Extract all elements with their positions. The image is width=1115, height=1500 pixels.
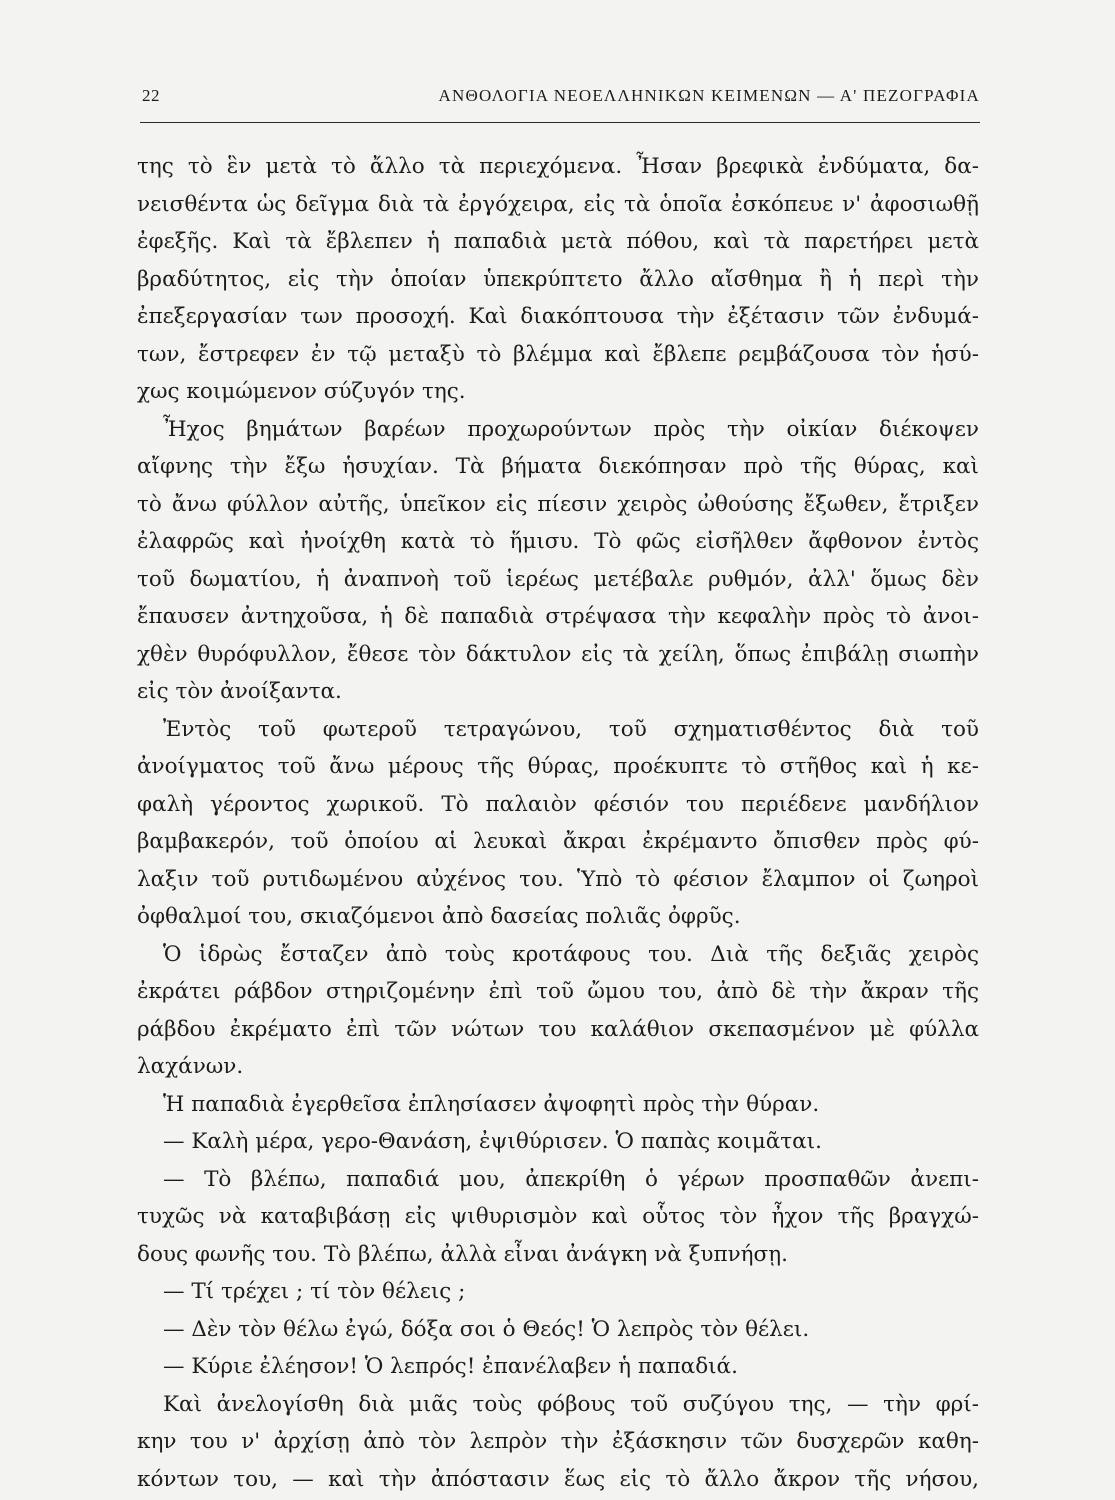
text-line: ἔπαυσεν ἀντηχοῦσα, ἡ δὲ παπαδιὰ στρέψασα τὴν κεφαλὴν πρὸς τὸ ἀνοι- — [137, 604, 979, 629]
text-line: εἰς τὸν ἀνοίξαντα. — [137, 679, 342, 704]
text-line: ἀνοίγματος τοῦ ἄνω μέρους τῆς θύρας, προέκυπτε τὸ στῆθος καὶ ἡ κε- — [137, 754, 979, 779]
text-line: βαμβακερόν, τοῦ ὁποίου αἱ λευκαὶ ἄκραι ἐκρέμαντο ὄπισθεν πρὸς φύ- — [137, 829, 979, 854]
text-line: ἐλαφρῶς καὶ ἠνοίχθη κατὰ τὸ ἥμισυ. Τὸ φῶς εἰσῆλθεν ἄφθονον ἐντὸς — [137, 529, 979, 554]
page-header — [140, 86, 980, 116]
text-line: τοῦ δωματίου, ἡ ἀναπνοὴ τοῦ ἱερέως μετέβαλε ρυθμόν, ἀλλ' ὅμως δὲν — [137, 566, 979, 592]
header-rule — [140, 122, 980, 123]
text-line: κόντων του, — καὶ τὴν ἀπόστασιν ἕως εἰς τὸ ἄλλο ἄκρον τῆς νήσου, — [137, 1466, 979, 1492]
text-line: λαξιν τοῦ ρυτιδωμένου αὐχένος του. Ὑπὸ τὸ φέσιον ἔλαμπον οἱ ζωηροὶ — [137, 866, 979, 892]
text-line: — Τί τρέχει ; τί τὸν θέλεις ; — [163, 1279, 466, 1304]
text-line: ὀφθαλμοί του, σκιαζόμενοι ἀπὸ δασείας πολιᾶς ὀφρῦς. — [137, 904, 741, 929]
text-line: της τὸ ἓν μετὰ τὸ ἄλλο τὰ περιεχόμενα. Ἦσαν βρεφικὰ ἐνδύματα, δα- — [137, 154, 979, 179]
text-line: νεισθέντα ὡς δεῖγμα διὰ τὰ ἐργόχειρα, εἰς τὰ ὁποῖα ἐσκόπευε ν' ἀφοσιωθῇ — [137, 191, 979, 217]
text-line: αἴφνης τὴν ἔξω ἡσυχίαν. Τὰ βήματα διεκόπησαν πρὸ τῆς θύρας, καὶ — [137, 454, 979, 479]
text-line: Καὶ ἀνελογίσθη διὰ μιᾶς τοὺς φόβους τοῦ συζύγου της, — τὴν φρί- — [163, 1391, 979, 1417]
text-line: των, ἔστρεφεν ἐν τῷ μεταξὺ τὸ βλέμμα καὶ ἔβλεπε ρεμβάζουσα τὸν ἡσύ- — [137, 341, 979, 367]
text-line: κην του ν' ἀρχίσῃ ἀπὸ τὸν λεπρὸν τὴν ἐξάσκησιν τῶν δυσχερῶν καθη- — [137, 1429, 979, 1454]
text-line: ἐπεξεργασίαν των προσοχή. Καὶ διακόπτουσα τὴν ἐξέτασιν τῶν ἐνδυμά- — [137, 304, 979, 329]
text-line: — Δὲν τὸν θέλω ἐγώ, δόξα σοι ὁ Θεός! Ὁ λεπρὸς τὸν θέλει. — [163, 1316, 810, 1342]
text-line: χως κοιμώμενον σύζυγόν της. — [137, 379, 466, 404]
running-title: ΑΝΘΟΛΟΓΙΑ ΝΕΟΕΛΛΗΝΙΚΩΝ ΚΕΙΜΕΝΩΝ — Α' ΠΕΖΟΓΡΑΦΙΑ — [438, 86, 980, 105]
text-line: ἐφεξῆς. Καὶ τὰ ἔβλεπεν ἡ παπαδιὰ μετὰ πόθου, καὶ τὰ παρετήρει μετὰ — [137, 229, 979, 254]
text-line: χθὲν θυρόφυλλον, ἔθεσε τὸν δάκτυλον εἰς τὰ χείλη, ὅπως ἐπιβάλῃ σιωπὴν — [137, 641, 979, 667]
text-line: — Καλὴ μέρα, γερο-Θανάση, ἐψιθύρισεν. Ὁ παπὰς κοιμᾶται. — [163, 1129, 822, 1154]
text-line: — Τὸ βλέπω, παπαδιά μου, ἀπεκρίθη ὁ γέρων προσπαθῶν ἀνεπι- — [163, 1166, 979, 1192]
text-line: τὸ ἄνω φύλλον αὐτῆς, ὑπεῖκον εἰς πίεσιν χειρὸς ὠθούσης ἔξωθεν, ἔτριξεν — [137, 491, 979, 517]
text-line: Ὁ ἱδρὼς ἔσταζεν ἀπὸ τοὺς κροτάφους του. Διὰ τῆς δεξιᾶς χειρὸς — [163, 941, 979, 967]
page-number: 22 — [142, 86, 160, 105]
text-line: λαχάνων. — [137, 1054, 244, 1079]
text-line: τυχῶς νὰ καταβιβάσῃ εἰς ψιθυρισμὸν καὶ οὗτος τὸν ἦχον τῆς βραγχώ- — [137, 1204, 979, 1229]
text-line: Ἦχος βημάτων βαρέων προχωρούντων πρὸς τὴν οἰκίαν διέκοψεν — [163, 416, 979, 442]
text-line: φαλὴ γέροντος χωρικοῦ. Τὸ παλαιὸν φέσιόν του περιέδενε μανδήλιον — [137, 791, 979, 817]
text-line: δους φωνῆς του. Τὸ βλέπω, ἀλλὰ εἶναι ἀνάγκη νὰ ξυπνήσῃ. — [137, 1241, 788, 1267]
text-line: βραδύτητος, εἰς τὴν ὁποίαν ὑπεκρύπτετο ἄλλο αἴσθημα ἢ ἡ περὶ τὴν — [137, 266, 979, 292]
body-text — [137, 148, 979, 1498]
text-line: ἐκράτει ράβδον στηριζομένην ἐπὶ τοῦ ὤμου του, ἀπὸ δὲ τὴν ἄκραν τῆς — [137, 979, 979, 1004]
text-line: — Κύριε ἐλέησον! Ὁ λεπρός! ἐπανέλαβεν ἡ παπαδιά. — [163, 1354, 738, 1379]
text-line: Ἐντὸς τοῦ φωτεροῦ τετραγώνου, τοῦ σχηματισθέντος διὰ τοῦ — [163, 716, 979, 742]
text-line: ράβδου ἐκρέματο ἐπὶ τῶν νώτων του καλάθιον σκεπασμένον μὲ φύλλα — [137, 1016, 979, 1042]
text-line: Ἡ παπαδιὰ ἐγερθεῖσα ἐπλησίασεν ἀψοφητὶ πρὸς τὴν θύραν. — [163, 1091, 820, 1117]
